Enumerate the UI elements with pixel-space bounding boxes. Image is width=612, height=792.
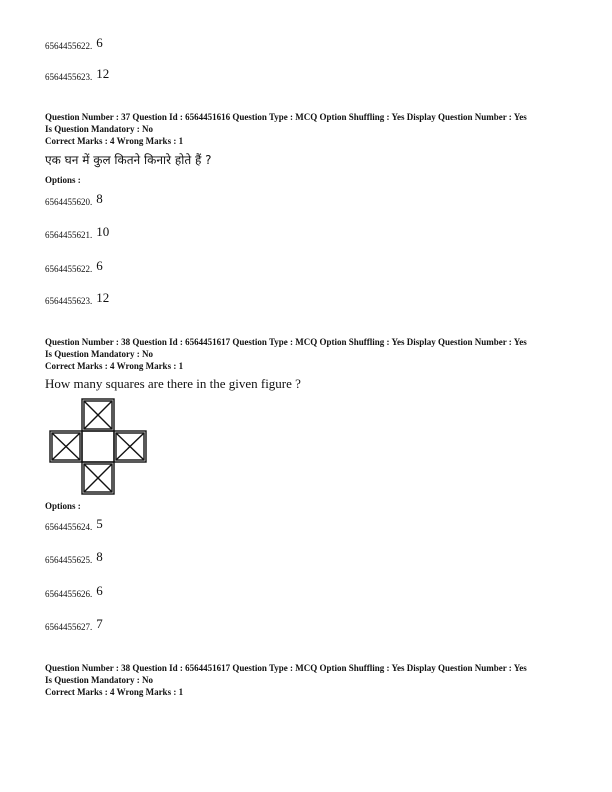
question-37-header [45, 111, 527, 147]
option-id: 6564455624. [45, 522, 93, 532]
question-mandatory: Is Question Mandatory : No [45, 675, 154, 685]
option-id: 6564455625. [45, 555, 93, 565]
question-37-text: एक घन में कुल कितने किनारे होते हैं ? [45, 153, 212, 167]
options-label: Options : [45, 501, 81, 511]
option-value: 5 [96, 516, 103, 531]
squares-figure [47, 398, 149, 495]
option-value: 6 [96, 258, 103, 273]
options-label: Options : [45, 175, 81, 185]
question-meta-line: Question Number : 37 Question Id : 6564451616 Question Type : MCQ Option Shuffling : Yes Display Question Number : Yes [45, 112, 527, 122]
question-38-text: How many squares are there in the given figure ? [45, 376, 301, 391]
option-value: 8 [96, 191, 103, 206]
option-id: 6564455622. [45, 264, 93, 274]
option-row [45, 36, 103, 54]
option-row [45, 617, 103, 635]
question-meta-line: Question Number : 38 Question Id : 6564451617 Question Type : MCQ Option Shuffling : Yes Display Question Number : Yes [45, 337, 527, 347]
option-id: 6564455626. [45, 589, 93, 599]
option-row [45, 550, 103, 568]
option-row [45, 67, 109, 85]
option-id: 6564455623. [45, 72, 93, 82]
option-id: 6564455620. [45, 197, 93, 207]
question-meta-line: Question Number : 38 Question Id : 6564451617 Question Type : MCQ Option Shuffling : Yes Display Question Number : Yes [45, 663, 527, 673]
question-38-repeat-header [45, 662, 527, 698]
option-value: 6 [96, 583, 103, 598]
option-row [45, 225, 109, 243]
question-marks: Correct Marks : 4 Wrong Marks : 1 [45, 687, 184, 697]
option-row [45, 517, 103, 535]
option-id: 6564455622. [45, 41, 93, 51]
question-mandatory: Is Question Mandatory : No [45, 349, 154, 359]
option-value: 12 [96, 66, 110, 81]
option-value: 10 [96, 224, 110, 239]
option-row [45, 259, 103, 277]
option-row [45, 291, 109, 309]
option-row [45, 584, 103, 602]
option-id: 6564455623. [45, 296, 93, 306]
question-marks: Correct Marks : 4 Wrong Marks : 1 [45, 136, 184, 146]
option-id: 6564455627. [45, 622, 93, 632]
question-mandatory: Is Question Mandatory : No [45, 124, 154, 134]
figure-square-center [82, 431, 114, 462]
option-id: 6564455621. [45, 230, 93, 240]
option-value: 12 [96, 290, 110, 305]
option-value: 8 [96, 549, 103, 564]
option-value: 6 [96, 35, 103, 50]
option-value: 7 [96, 616, 103, 631]
question-marks: Correct Marks : 4 Wrong Marks : 1 [45, 361, 184, 371]
option-row [45, 192, 103, 210]
question-38-header [45, 336, 527, 372]
